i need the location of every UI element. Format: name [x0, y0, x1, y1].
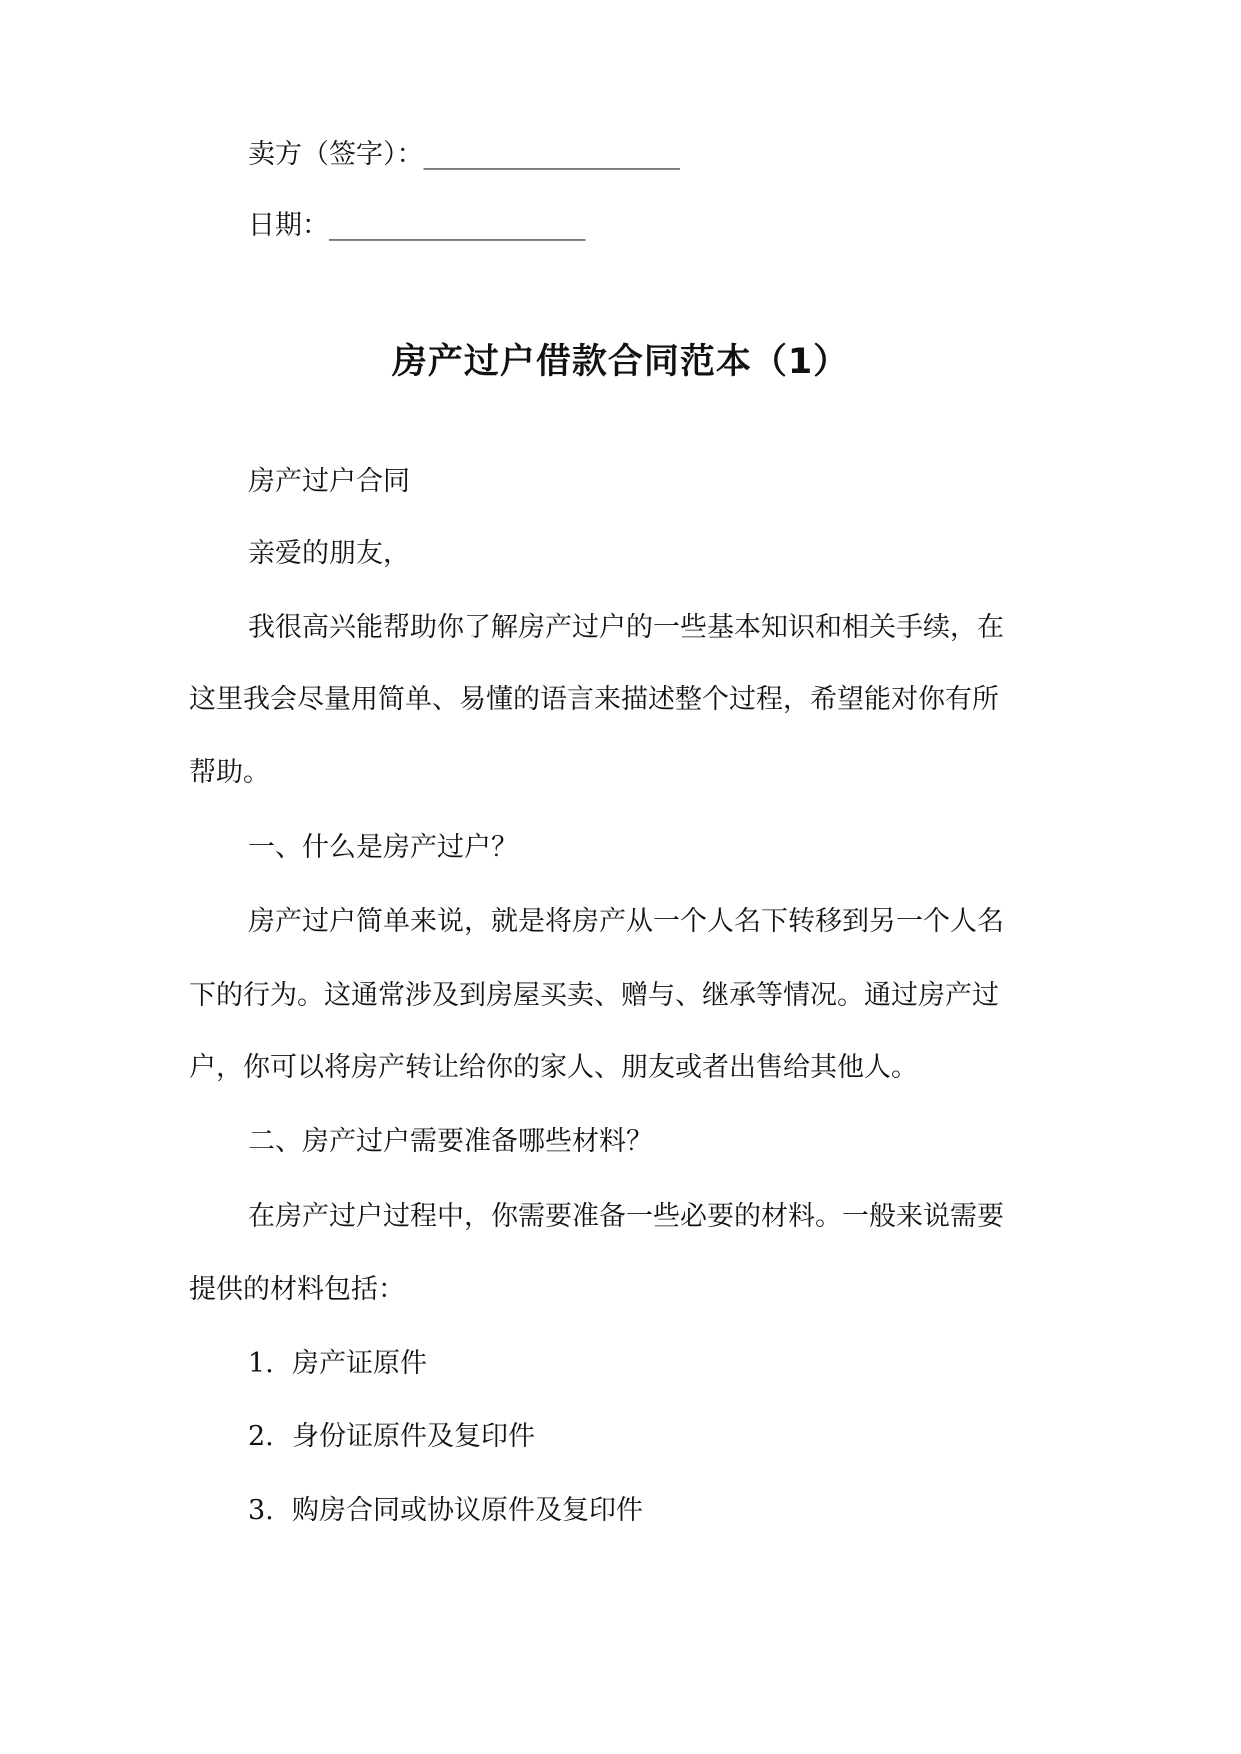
section-heading: 一、什么是房产过户？ [248, 832, 518, 863]
list-item-number: 3. [248, 1495, 274, 1526]
document-title: 房产过户借款合同范本（1） [391, 342, 850, 382]
list-item-number: 2. [248, 1421, 274, 1452]
section-paragraph-line: 下的行为。这通常涉及到房屋买卖、赠与、继承等情况。通过房产过 [189, 980, 999, 1011]
list-item [248, 1419, 535, 1455]
list-item-text: 房产证原件 [292, 1348, 427, 1379]
intro-line: 我很高兴能帮助你了解房产过户的一些基本知识和相关手续，在 [248, 612, 1004, 643]
section-paragraph-line: 提供的材料包括： [189, 1274, 405, 1305]
list-item [248, 1493, 643, 1529]
section-paragraph-line: 在房产过户过程中，你需要准备一些必要的材料。一般来说需要 [248, 1201, 1004, 1232]
list-item [248, 1346, 427, 1382]
intro-line: 帮助。 [189, 757, 270, 788]
greeting: 亲爱的朋友， [248, 538, 410, 569]
list-item-number: 1. [248, 1348, 274, 1379]
date-line: 日期：___________________ [248, 210, 586, 241]
contract-subtitle: 房产过户合同 [248, 466, 410, 497]
section-heading: 二、房产过户需要准备哪些材料？ [248, 1126, 653, 1157]
seller-signature-line: 卖方（签字）：___________________ [248, 139, 680, 170]
section-paragraph-line: 户，你可以将房产转让给你的家人、朋友或者出售给其他人。 [189, 1052, 918, 1083]
list-item-text: 身份证原件及复印件 [292, 1421, 535, 1452]
list-item-text: 购房合同或协议原件及复印件 [292, 1495, 643, 1526]
section-paragraph-line: 房产过户简单来说，就是将房产从一个人名下转移到另一个人名 [248, 906, 1004, 937]
intro-line: 这里我会尽量用简单、易懂的语言来描述整个过程，希望能对你有所 [189, 684, 999, 715]
